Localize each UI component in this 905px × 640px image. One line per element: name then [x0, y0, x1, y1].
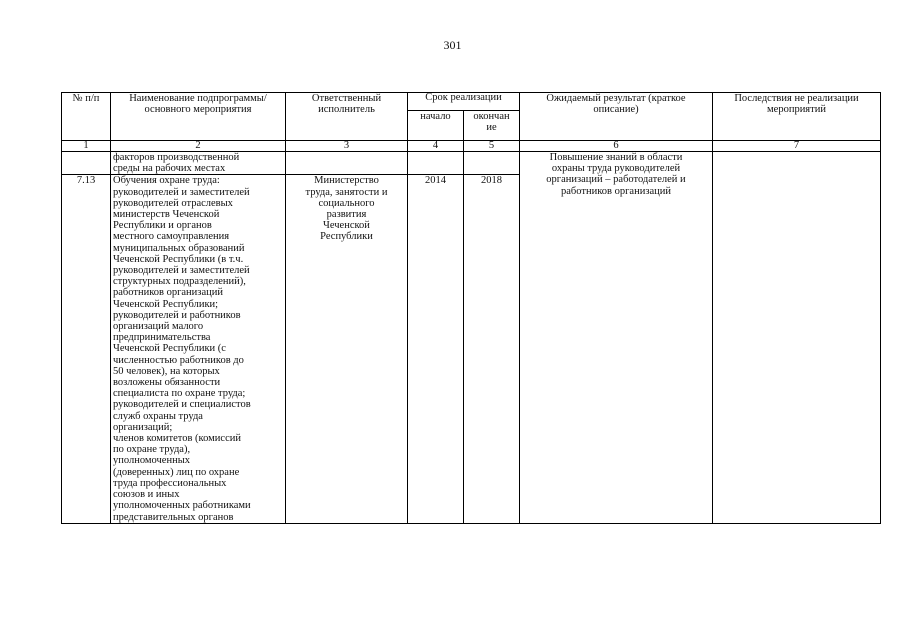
column-number: 7: [713, 141, 881, 152]
column-number: 1: [62, 141, 111, 152]
header-period: Срок реализации: [408, 93, 520, 111]
page-number: 301: [443, 38, 462, 52]
header-end: окончан ие: [464, 111, 520, 141]
row-consequences-cell: [713, 152, 881, 524]
row-number-cell: 7.13: [62, 175, 111, 523]
row-result-cell: Повышение знаний в области охраны труда руководителей организаций – работодателей и работников организаций: [520, 152, 713, 524]
row-name-cell: факторов производственной среды на рабочих местах: [111, 152, 286, 175]
table-row-continued: [62, 152, 881, 175]
column-number: 6: [520, 141, 713, 152]
header-name: Наименование подпрограммы/ основного мероприятия: [111, 93, 286, 141]
header-consequences: Последствия не реализации мероприятий: [713, 93, 881, 141]
column-number: 2: [111, 141, 286, 152]
row-responsible-cell: [286, 152, 408, 175]
column-number: 4: [408, 141, 464, 152]
header-number: № п/п: [62, 93, 111, 141]
column-numbers-row: [62, 141, 881, 152]
row-start-cell: 2014: [408, 175, 464, 523]
header-responsible: Ответственный исполнитель: [286, 93, 408, 141]
header-result: Ожидаемый результат (краткое описание): [520, 93, 713, 141]
column-number: 5: [464, 141, 520, 152]
row-responsible-cell: Министерство труда, занятости и социального развития Чеченской Республики: [286, 175, 408, 523]
measures-table: [61, 92, 881, 524]
row-number-cell: [62, 152, 111, 175]
column-number: 3: [286, 141, 408, 152]
row-start-cell: [408, 152, 464, 175]
header-start: начало: [408, 111, 464, 141]
row-end-cell: 2018: [464, 175, 520, 523]
row-name-cell: Обучения охране труда: руководителей и заместителей руководителей отраслевых министерств Чеченской Республики и органов местного самоуправления муниципальных образований Чеченской Республики (в т.ч. руководителей и заместителей структурных подразделений), работников организаций Чеченской Республики; руководителей и работников организаций малого предпринимательства Чеченской Республики (с численностью работников до 50 человек), на которых возложены обязанности специалиста по охране труда; руководителей и специалистов служб охраны труда организаций; членов комитетов (комиссий по охране труда), уполномоченных (доверенных) лиц по охране труда профессиональных союзов и иных уполномоченных работниками представительных органов: [111, 175, 286, 523]
row-end-cell: [464, 152, 520, 175]
